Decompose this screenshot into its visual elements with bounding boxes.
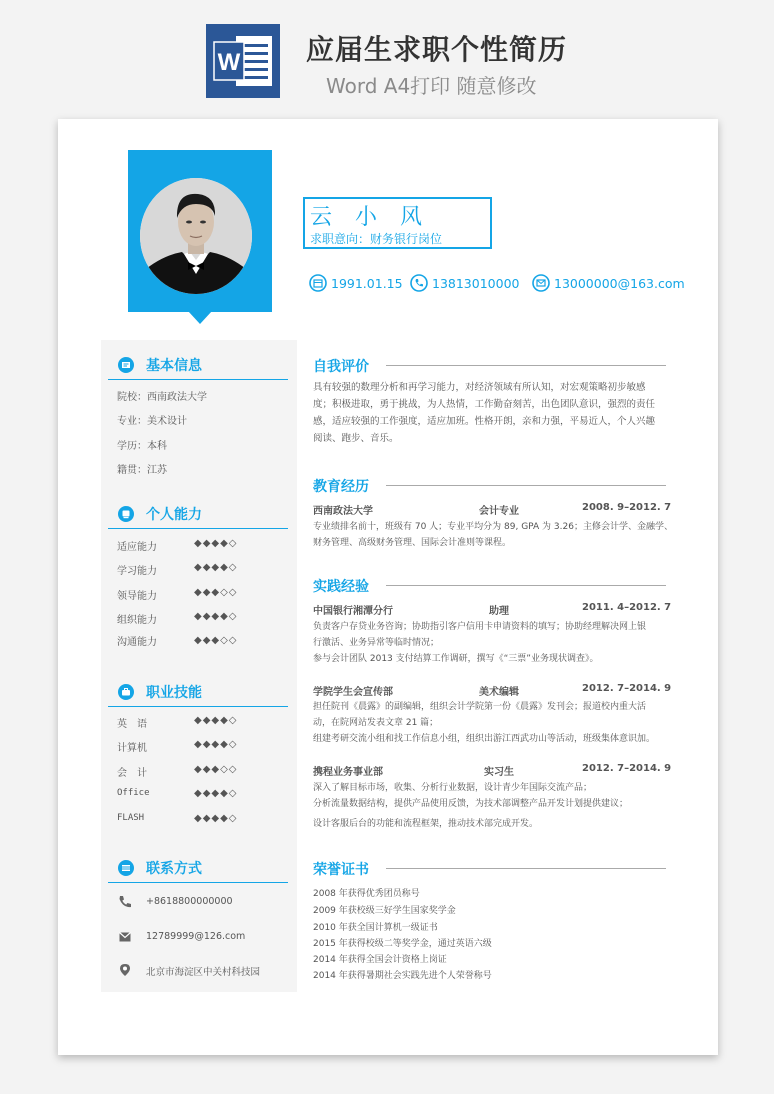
ability-label: 组织能力 <box>117 615 157 626</box>
skill-label: FLASH <box>117 813 145 823</box>
contact-phone: +8618800000000 <box>146 896 233 907</box>
experience-detail: 行激活、业务异常等临时情况； <box>313 638 440 648</box>
section-heading-education: 教育经历 <box>313 479 369 495</box>
org-name: 中国银行湘潭分行 <box>313 606 393 617</box>
section-heading-self-evaluation: 自我评价 <box>313 359 369 375</box>
email-text: 13000000@163.com <box>554 275 685 291</box>
divider <box>386 585 666 586</box>
skill-label: 会 计 <box>117 768 147 779</box>
honor-item: 2008 年获得优秀团员称号 <box>313 889 420 899</box>
divider <box>386 485 666 486</box>
basic-school: 院校：西南政法大学 <box>117 392 207 403</box>
email-item <box>532 274 685 292</box>
experience-detail: 设计客服后台的功能和流程框架，推动技术部完成开发。 <box>313 819 539 829</box>
birthday-item <box>309 274 403 292</box>
experience-detail: 深入了解目标市场，收集、分析行业数据，设计青少年国际交流产品； <box>313 783 593 793</box>
avatar <box>140 178 252 294</box>
period: 2012. 7–2014. 9 <box>582 763 672 774</box>
experience-detail: 担任院刊《晨露》的副编辑，组织会计学院第一份《晨露》发刊会；报道校内重大活 <box>313 702 647 712</box>
ability-rating: ◆◆◆◆◇ <box>194 611 238 622</box>
skill-rating: ◆◆◆◆◇ <box>194 715 238 726</box>
section-heading-skills: 职业技能 <box>118 682 202 702</box>
page-subtitle: Word A4打印 随意修改 <box>326 74 537 98</box>
id-card-icon <box>118 357 134 373</box>
org-name: 学院学生会宣传部 <box>313 687 393 698</box>
school-name: 西南政法大学 <box>313 506 373 517</box>
role-name: 美术编辑 <box>479 687 519 698</box>
education-detail: 财务管理、高级财务管理、国际会计准则等课程。 <box>313 538 512 548</box>
contact-email: 12789999@126.com <box>146 931 246 942</box>
major-name: 会计专业 <box>479 506 519 517</box>
calendar-icon <box>309 274 327 292</box>
section-heading-ability: 个人能力 <box>118 504 202 524</box>
ability-label: 学习能力 <box>117 566 157 577</box>
divider <box>386 365 666 366</box>
ability-rating: ◆◆◆◇◇ <box>194 635 238 646</box>
experience-detail: 动，在院网站发表文章 21 篇； <box>313 718 439 728</box>
page-header <box>0 0 774 110</box>
education-detail: 专业绩排名前十，班级有 70 人；专业平均分为 89, GPA 为 3.26；主修会计学、金融学、 <box>313 522 673 532</box>
mail-icon <box>532 274 550 292</box>
phone-icon <box>118 895 132 909</box>
divider <box>108 706 288 707</box>
role-name: 助理 <box>489 606 509 617</box>
photo-frame-pointer <box>188 311 212 324</box>
honor-item: 2015 年获得校级二等奖学金，通过英语六级 <box>313 939 492 949</box>
honor-item: 2014 年获得暑期社会实践先进个人荣誉称号 <box>313 971 492 981</box>
skill-rating: ◆◆◆◆◇ <box>194 788 238 799</box>
ability-label: 适应能力 <box>117 542 157 553</box>
period: 2012. 7–2014. 9 <box>582 683 672 694</box>
role-name: 实习生 <box>484 767 514 778</box>
user-icon <box>118 506 134 522</box>
page-title: 应届生求职个性简历 <box>306 33 568 66</box>
ability-label: 领导能力 <box>117 591 157 602</box>
section-heading-honors: 荣誉证书 <box>313 862 369 878</box>
svg-text:W: W <box>217 49 241 76</box>
honor-item: 2014 年获得全国会计资格上岗证 <box>313 955 447 965</box>
basic-hometown: 籍贯：江苏 <box>117 465 167 476</box>
divider <box>108 882 288 883</box>
experience-detail: 负责客户存贷业务咨询；协助指引客户信用卡申请资料的填写；协助经理解决网上银 <box>313 622 647 632</box>
skill-rating: ◆◆◆◆◇ <box>194 813 238 824</box>
birthday-text: 1991.01.15 <box>331 275 403 291</box>
skill-rating: ◆◆◆◆◇ <box>194 739 238 750</box>
location-pin-icon <box>118 963 132 977</box>
basic-degree: 学历：本科 <box>117 441 167 452</box>
ability-rating: ◆◆◆◆◇ <box>194 538 238 549</box>
skill-label: Office <box>117 788 150 798</box>
candidate-name: 云 小 风 <box>310 205 430 230</box>
mail-icon <box>118 930 132 944</box>
basic-major: 专业：美术设计 <box>117 416 187 427</box>
contact-card-icon <box>118 860 134 876</box>
briefcase-icon <box>118 684 134 700</box>
honor-item: 2009 年获校级三好学生国家奖学金 <box>313 906 456 916</box>
section-heading-basic: 基本信息 <box>118 355 202 375</box>
section-heading-contact: 联系方式 <box>118 858 202 878</box>
skill-rating: ◆◆◆◇◇ <box>194 764 238 775</box>
divider <box>108 379 288 380</box>
experience-detail: 参与会计团队 2013 支付结算工作调研，撰写《“三票”业务现状调查》。 <box>313 654 599 664</box>
phone-text: 13813010000 <box>432 275 520 291</box>
ability-rating: ◆◆◆◆◇ <box>194 562 238 573</box>
skill-label: 计算机 <box>117 743 147 754</box>
org-name: 携程业务事业部 <box>313 767 383 778</box>
honor-item: 2010 年获全国计算机一级证书 <box>313 923 438 933</box>
phone-item <box>410 274 519 292</box>
word-logo-icon <box>206 24 280 98</box>
self-evaluation-text: 具有较强的数理分析和再学习能力，对经济领域有所认知，对宏观策略初步敏感度；积极进取，勇于挑战，为人热情，工作勤奋刻苦，出色团队意识，强烈的责任感，适应较强的工作强度，适应加班。性格开朗，亲和力强，平易近人，个人兴趣阅读、跑步、音乐。 <box>313 382 656 444</box>
skill-label: 英 语 <box>117 719 147 730</box>
experience-detail: 分析流量数据结构，提供产品使用反馈，为技术部调整产品开发计划提供建议； <box>313 799 629 809</box>
phone-icon <box>410 274 428 292</box>
ability-rating: ◆◆◆◇◇ <box>194 587 238 598</box>
divider <box>386 868 666 869</box>
period: 2008. 9–2012. 7 <box>582 502 672 513</box>
divider <box>108 528 288 529</box>
contact-address: 北京市海淀区中关村科技园 <box>146 967 261 978</box>
period: 2011. 4–2012. 7 <box>582 602 672 613</box>
ability-label: 沟通能力 <box>117 637 157 648</box>
experience-detail: 组建考研交流小组和找工作信息小组，组织出游江西武功山等活动，班级集体意识加。 <box>313 734 656 744</box>
job-intent: 求职意向：财务银行岗位 <box>310 232 443 246</box>
section-heading-experience: 实践经验 <box>313 579 369 595</box>
